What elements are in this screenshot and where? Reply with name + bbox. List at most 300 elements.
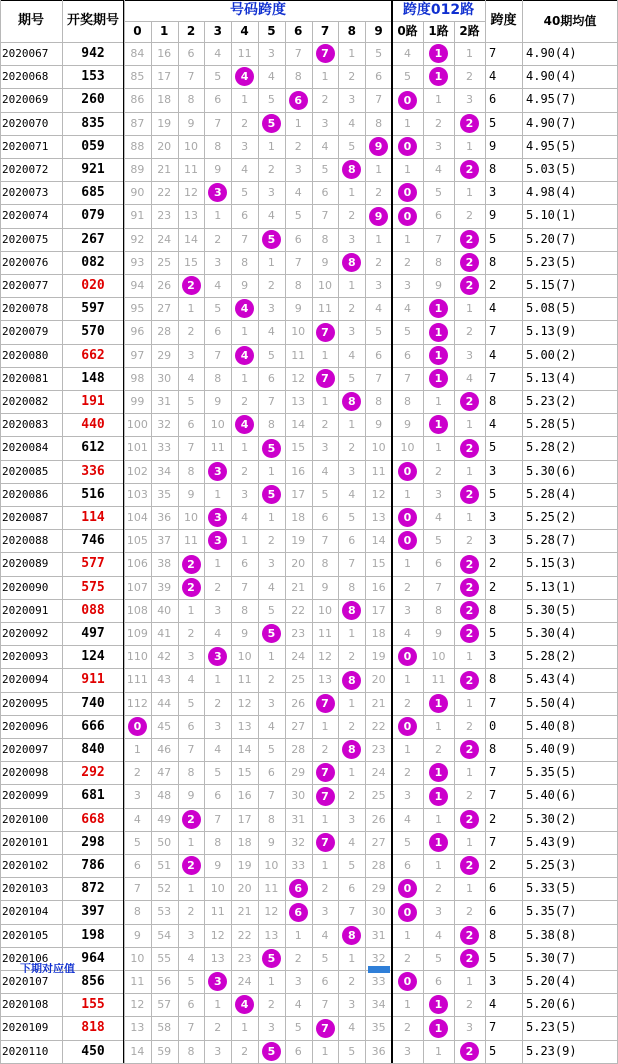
digit-omission: 1 [348, 951, 356, 965]
digit-omission: 8 [294, 279, 302, 292]
period-cell: 2020092 [2, 627, 49, 640]
digit-omission: 7 [187, 441, 195, 455]
route-hit-ball: 1 [429, 67, 448, 86]
row-divider [0, 251, 618, 252]
draw-number: 685 [81, 185, 105, 201]
span-value: 3 [489, 533, 497, 548]
digit-omission: 8 [133, 905, 141, 919]
route-omission: 1 [466, 186, 473, 200]
digit-omission: 3 [214, 603, 222, 617]
route-omission: 1 [435, 1044, 442, 1058]
route-omission: 2 [404, 696, 411, 710]
digit-omission: 1 [267, 255, 275, 269]
route-omission: 2 [435, 743, 442, 756]
digit-omission: 3 [214, 719, 222, 733]
digit-omission: 2 [348, 441, 356, 455]
digit-omission: 34 [157, 464, 172, 478]
digit-omission: 6 [294, 232, 302, 246]
route-hit-ball: 1 [429, 694, 448, 713]
route-omission: 1 [435, 812, 442, 826]
digit-omission: 5 [267, 743, 275, 756]
span-value: 5 [489, 626, 497, 640]
route-hit-ball: 1 [429, 833, 448, 852]
draw-number: 082 [81, 254, 105, 270]
digit-omission: 24 [237, 975, 252, 988]
route-hit-ball: 0 [398, 972, 417, 991]
digit-omission: 7 [133, 882, 141, 896]
route-hit-ball: 2 [460, 740, 479, 759]
avg-value: 5.30(5) [526, 602, 577, 617]
route-omission: 2 [466, 719, 473, 733]
digit-omission: 8 [214, 139, 222, 153]
route-hit-ball: 1 [429, 369, 448, 388]
period-cell: 2020107 [2, 975, 49, 988]
avg-value: 5.23(5) [526, 254, 577, 269]
span-value: 0 [489, 718, 497, 733]
route-hit-ball: 1 [429, 415, 448, 434]
span-hit-ball: 5 [262, 949, 281, 968]
draw-number: 267 [81, 231, 105, 247]
digit-omission: 1 [294, 116, 302, 130]
route-hit-ball: 2 [460, 114, 479, 133]
row-divider [0, 228, 618, 229]
avg-value: 5.40(6) [526, 788, 577, 803]
digit-omission: 11 [237, 47, 252, 60]
digit-omission: 2 [214, 1021, 222, 1035]
span-hit-ball: 8 [342, 601, 361, 620]
digit-omission: 24 [157, 232, 172, 246]
digit-omission: 23 [291, 627, 306, 640]
digit-omission: 7 [375, 371, 383, 385]
digit-omission: 10 [183, 511, 198, 524]
digit-omission: 3 [267, 1021, 275, 1035]
route-hit-ball: 2 [460, 485, 479, 504]
digit-omission: 1 [241, 441, 249, 455]
span-hit-ball: 5 [262, 230, 281, 249]
period-cell: 2020093 [2, 650, 49, 664]
period-cell: 2020084 [2, 441, 49, 455]
digit-col-header-6: 6 [294, 24, 303, 38]
route-omission: 9 [435, 627, 442, 640]
digit-omission: 24 [371, 766, 386, 780]
span-hit-ball: 5 [262, 114, 281, 133]
route-omission: 4 [466, 371, 473, 385]
digit-omission: 1 [321, 70, 329, 84]
span-value: 3 [489, 185, 497, 200]
route-omission: 5 [435, 186, 442, 200]
draw-number: 921 [81, 162, 105, 177]
route-omission: 1 [466, 418, 473, 432]
digit-omission: 5 [214, 766, 222, 780]
route-group-header: 跨度012路 [392, 0, 485, 21]
digit-omission: 1 [321, 348, 329, 362]
route-omission: 1 [466, 650, 473, 664]
digit-omission: 2 [214, 232, 222, 246]
route-hit-ball: 2 [460, 856, 479, 875]
digit-omission: 112 [126, 696, 148, 710]
period-cell: 2020102 [2, 859, 49, 872]
digit-omission: 4 [321, 464, 329, 478]
route-omission: 1 [404, 163, 411, 176]
route-omission: 7 [404, 371, 411, 385]
digit-omission: 47 [157, 766, 172, 780]
avg-value: 5.43(4) [526, 672, 577, 687]
digit-omission: 5 [267, 348, 275, 362]
digit-omission: 6 [133, 859, 141, 872]
digit-omission: 1 [267, 650, 275, 664]
digit-omission: 14 [237, 743, 252, 756]
avg-value: 5.25(3) [526, 858, 577, 872]
digit-omission: 3 [187, 348, 195, 362]
digit-omission: 1 [294, 928, 302, 942]
column-divider [178, 21, 179, 1063]
digit-omission: 11 [264, 882, 279, 896]
span-hit-ball: 4 [235, 415, 254, 434]
period-cell: 2020071 [2, 139, 49, 153]
digit-omission: 18 [157, 93, 172, 107]
draw-number: 153 [81, 69, 105, 85]
footer-label: 下期对应值 [20, 963, 75, 973]
digit-omission: 110 [126, 650, 148, 664]
period-cell: 2020068 [2, 70, 49, 84]
digit-omission: 4 [187, 951, 195, 965]
digit-omission: 45 [157, 719, 172, 733]
avg-value: 5.23(2) [526, 394, 577, 408]
digit-omission: 1 [187, 835, 195, 849]
digit-omission: 2 [321, 418, 329, 432]
route-omission: 1 [466, 766, 473, 780]
route-omission: 1 [435, 719, 442, 733]
avg-value: 5.35(5) [526, 765, 577, 780]
digit-omission: 2 [267, 279, 275, 292]
draw-number: 612 [81, 440, 105, 456]
digit-omission: 91 [130, 209, 145, 223]
digit-omission: 6 [187, 998, 195, 1012]
digit-omission: 12 [264, 905, 279, 919]
digit-omission: 4 [267, 719, 275, 733]
digit-omission: 2 [348, 302, 356, 316]
digit-omission: 12 [291, 371, 306, 385]
row-divider [0, 42, 618, 43]
span-value: 4 [489, 417, 497, 432]
digit-omission: 8 [321, 232, 329, 246]
column-divider [62, 0, 63, 1063]
route-omission: 1 [466, 975, 473, 988]
row-divider [0, 761, 618, 762]
digit-omission: 27 [157, 302, 172, 316]
span-hit-ball: 6 [289, 903, 308, 922]
route-omission: 2 [404, 255, 411, 269]
digit-omission: 1 [375, 163, 383, 176]
digit-omission: 1 [348, 418, 356, 432]
digit-omission: 32 [371, 951, 386, 965]
digit-omission: 55 [157, 951, 172, 965]
span-value: 7 [489, 765, 497, 780]
digit-omission: 3 [241, 139, 249, 153]
avg-header: 40期均值 [522, 0, 618, 42]
row-divider [0, 413, 618, 414]
digit-omission: 1 [214, 998, 222, 1012]
digit-omission: 5 [241, 186, 249, 200]
digit-omission: 4 [214, 47, 222, 60]
digit-omission: 13 [210, 951, 225, 965]
digit-omission: 4 [133, 812, 141, 826]
digit-omission: 18 [371, 627, 386, 640]
avg-value: 5.30(7) [526, 950, 577, 965]
row-divider [0, 320, 618, 321]
row-divider [0, 552, 618, 553]
digit-omission: 4 [241, 163, 249, 176]
digit-omission: 2 [241, 395, 249, 408]
digit-omission: 2 [214, 580, 222, 594]
digit-omission: 1 [133, 743, 141, 756]
route-omission: 2 [404, 766, 411, 780]
digit-omission: 3 [321, 116, 329, 130]
row-divider [0, 668, 618, 669]
draw-digit-separator [123, 0, 124, 1063]
digit-omission: 37 [157, 534, 172, 548]
avg-value: 5.23(5) [526, 1020, 577, 1035]
route-hit-ball: 2 [460, 160, 479, 179]
digit-omission: 10 [264, 859, 279, 872]
digit-omission: 92 [130, 232, 145, 246]
digit-omission: 4 [348, 487, 356, 501]
span-value: 8 [489, 254, 497, 269]
span-value: 2 [489, 556, 497, 571]
avg-value: 5.28(2) [526, 440, 577, 455]
digit-omission: 8 [375, 116, 383, 130]
digit-omission: 33 [157, 441, 172, 455]
digit-omission: 109 [126, 627, 148, 640]
digit-omission: 38 [157, 557, 172, 571]
draw-number: 292 [81, 765, 105, 781]
row-divider [0, 947, 618, 948]
digit-omission: 13 [237, 719, 252, 733]
digit-omission: 3 [187, 928, 195, 942]
digit-omission: 2 [267, 998, 275, 1012]
period-cell: 2020070 [2, 116, 49, 130]
route-omission: 7 [435, 580, 442, 594]
digit-omission: 8 [321, 557, 329, 571]
span-value: 8 [489, 927, 497, 942]
span-value: 4 [489, 997, 497, 1012]
period-cell: 2020104 [2, 905, 49, 919]
route-omission: 5 [435, 951, 442, 965]
digit-omission: 7 [214, 116, 222, 130]
route-omission: 3 [404, 603, 411, 617]
column-divider [338, 21, 339, 1063]
digit-omission: 25 [157, 255, 172, 269]
digit-omission: 4 [214, 627, 222, 640]
digit-omission: 8 [294, 70, 302, 84]
digit-omission: 31 [291, 812, 306, 826]
route-omission: 1 [404, 487, 411, 501]
period-cell: 2020087 [2, 511, 49, 524]
digit-omission: 23 [371, 743, 386, 756]
digit-omission: 11 [183, 163, 198, 176]
row-divider [0, 344, 618, 345]
draw-number: 198 [81, 927, 105, 943]
digit-omission: 14 [183, 232, 198, 246]
digit-omission: 3 [241, 487, 249, 501]
row-divider [0, 924, 618, 925]
route-omission: 1 [466, 696, 473, 710]
column-divider [485, 0, 486, 1063]
digit-omission: 1 [348, 766, 356, 780]
span-hit-ball: 2 [182, 276, 201, 295]
digit-omission: 26 [291, 696, 306, 710]
span-value: 7 [489, 834, 497, 849]
digit-omission: 3 [348, 93, 356, 107]
digit-omission: 7 [187, 743, 195, 756]
digit-omission: 16 [371, 580, 386, 594]
route-hit-ball: 1 [429, 346, 448, 365]
digit-omission: 43 [157, 673, 172, 687]
period-cell: 2020110 [2, 1044, 49, 1058]
route-col-header-2: 2路 [459, 24, 480, 38]
digit-omission: 2 [294, 951, 302, 965]
digit-omission: 5 [267, 93, 275, 107]
route-omission: 6 [435, 209, 442, 223]
digit-omission: 7 [321, 998, 329, 1012]
row-divider [0, 436, 618, 437]
avg-value: 5.23(9) [526, 1043, 577, 1058]
digit-omission: 30 [157, 371, 172, 385]
route-omission: 6 [404, 348, 411, 362]
digit-omission: 102 [126, 464, 148, 478]
digit-col-header-1: 1 [160, 24, 169, 38]
draw-number: 786 [81, 858, 105, 873]
draw-number: 397 [81, 904, 105, 920]
route-omission: 8 [435, 255, 442, 269]
span-hit-ball: 5 [262, 624, 281, 643]
span-hit-ball: 3 [208, 972, 227, 991]
digit-col-header-3: 3 [213, 24, 222, 38]
digit-omission: 25 [371, 789, 386, 803]
digit-omission: 8 [241, 603, 249, 617]
digit-omission: 34 [371, 998, 386, 1012]
digit-omission: 6 [267, 371, 275, 385]
span-hit-ball: 7 [316, 787, 335, 806]
avg-value: 5.13(4) [526, 370, 577, 385]
route-omission: 2 [466, 905, 473, 919]
route-omission: 3 [466, 348, 473, 362]
digit-omission: 2 [241, 464, 249, 478]
digit-omission: 9 [133, 928, 141, 942]
digit-omission: 50 [157, 835, 172, 849]
row-divider [0, 88, 618, 89]
digit-omission: 93 [130, 255, 145, 269]
digit-omission: 58 [157, 1021, 172, 1035]
digit-omission: 32 [291, 835, 306, 849]
digit-omission: 24 [291, 650, 306, 664]
avg-value: 5.28(2) [526, 649, 577, 664]
digit-omission: 22 [291, 603, 306, 617]
column-divider [454, 21, 455, 1063]
digit-omission: 3 [375, 279, 383, 292]
span-hit-ball: 8 [342, 671, 361, 690]
route-omission: 4 [404, 302, 411, 316]
digit-omission: 7 [321, 209, 329, 223]
digit-omission: 3 [348, 998, 356, 1012]
digit-omission: 14 [130, 1044, 145, 1058]
digit-omission: 2 [241, 116, 249, 130]
row-divider [0, 1040, 618, 1041]
route-omission: 1 [404, 232, 411, 246]
span-value: 5 [489, 115, 497, 130]
avg-value: 5.33(5) [526, 881, 577, 896]
digit-omission: 12 [210, 928, 225, 942]
digit-omission: 3 [348, 232, 356, 246]
span-hit-ball: 2 [182, 578, 201, 597]
route-omission: 10 [431, 650, 446, 664]
period-cell: 2020067 [2, 47, 49, 60]
digit-omission: 26 [157, 279, 172, 292]
digit-omission: 16 [237, 789, 252, 803]
digit-omission: 3 [187, 650, 195, 664]
digit-omission: 5 [375, 47, 383, 60]
span-value: 8 [489, 602, 497, 617]
digit-omission: 6 [214, 789, 222, 803]
digit-omission: 20 [291, 557, 306, 571]
route-hit-ball: 2 [460, 276, 479, 295]
digit-omission: 3 [348, 812, 356, 826]
row-divider [0, 274, 618, 275]
digit-omission: 5 [321, 487, 329, 501]
avg-value: 5.13(1) [526, 579, 577, 594]
row-divider [0, 390, 618, 391]
digit-omission: 2 [321, 882, 329, 896]
period-cell: 2020091 [2, 603, 49, 617]
digit-omission: 9 [267, 835, 275, 849]
digit-omission: 4 [348, 116, 356, 130]
digit-omission: 2 [187, 905, 195, 919]
digit-omission: 20 [237, 882, 252, 896]
digit-omission: 5 [321, 163, 329, 176]
digit-omission: 99 [130, 395, 145, 408]
draw-number: 298 [81, 834, 105, 850]
route-hit-ball: 2 [460, 439, 479, 458]
span-value: 6 [489, 904, 497, 919]
route-hit-ball: 1 [429, 1019, 448, 1038]
column-divider [312, 21, 313, 1063]
span-value: 7 [489, 46, 497, 60]
digit-omission: 4 [214, 279, 222, 292]
digit-omission: 6 [348, 882, 356, 896]
digit-omission: 2 [321, 743, 329, 756]
digit-omission: 1 [214, 209, 222, 223]
digit-omission: 12 [237, 696, 252, 710]
digit-omission: 9 [214, 395, 222, 408]
digit-omission: 3 [321, 441, 329, 455]
row-divider [0, 367, 618, 368]
digit-omission: 103 [126, 487, 148, 501]
digit-omission: 2 [133, 766, 141, 780]
route-col-header-0: 0路 [397, 24, 418, 38]
route-omission: 1 [435, 441, 442, 455]
period-cell: 2020072 [2, 163, 49, 176]
digit-omission: 15 [291, 441, 306, 455]
span-hit-ball: 0 [128, 717, 147, 736]
avg-value: 5.38(8) [526, 927, 577, 942]
digit-omission: 29 [371, 882, 386, 896]
digit-omission: 3 [214, 255, 222, 269]
period-cell: 2020078 [2, 302, 49, 316]
period-cell: 2020109 [2, 1021, 49, 1035]
digit-omission: 7 [241, 232, 249, 246]
footer-marker [368, 966, 390, 973]
digit-omission: 5 [294, 1021, 302, 1035]
